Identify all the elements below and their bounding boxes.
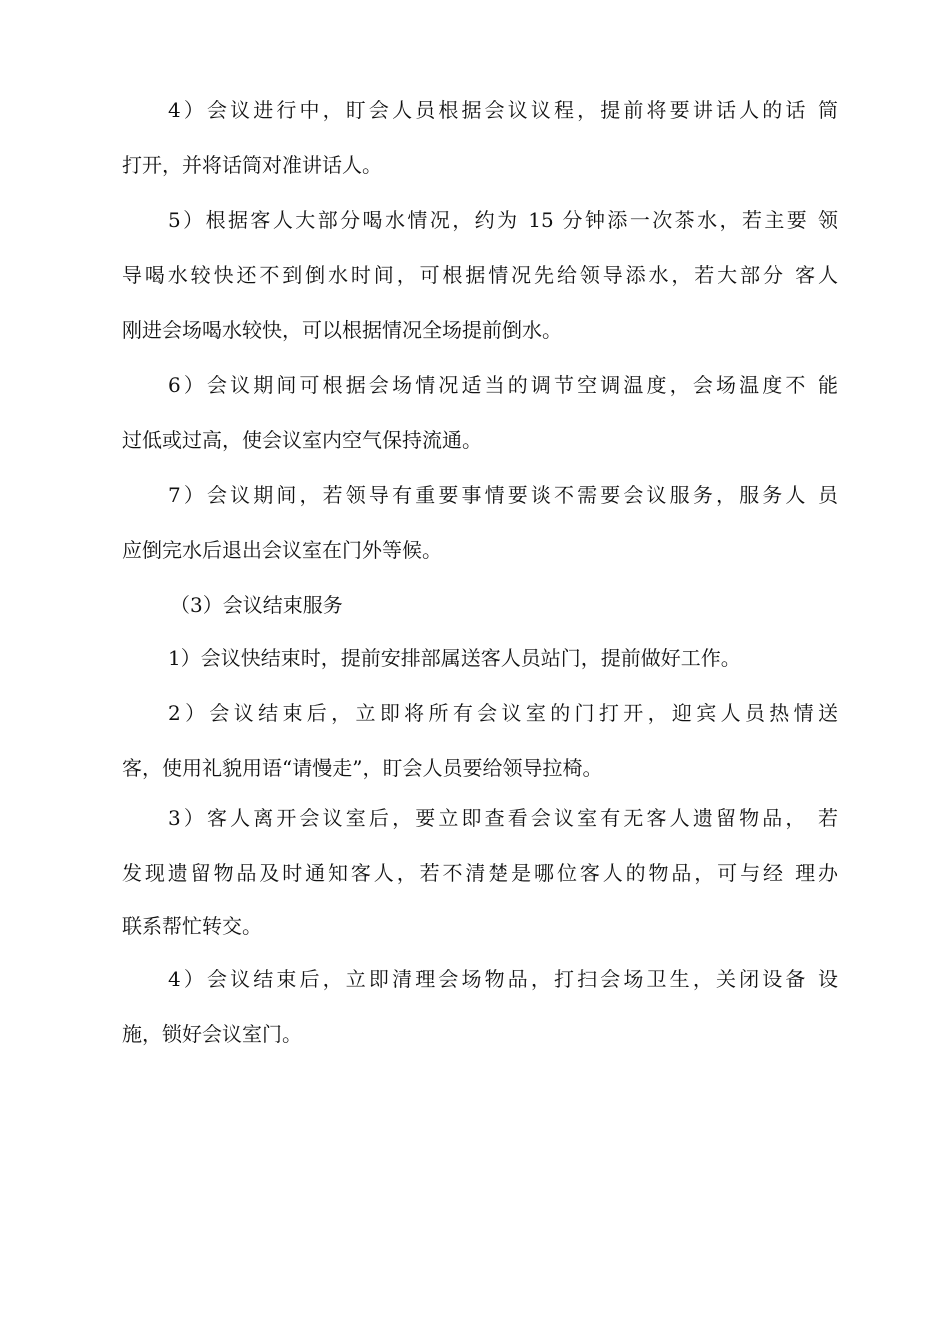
item-3-line-3: 联系帮忙转交。 (122, 914, 262, 938)
paragraph-6-line-1: 6）会议期间可根据会场情况适当的调节空调温度，会场温度不 能 (168, 373, 838, 397)
paragraph-4-line-1: 4）会议进行中，盯会人员根据会议议程，提前将要讲话人的话 筒 (168, 98, 838, 122)
item-3-line-2: 发现遗留物品及时通知客人，若不清楚是哪位客人的物品，可与经 理办 (122, 861, 838, 885)
item-4-line-1: 4）会议结束后，立即清理会场物品，打扫会场卫生，关闭设备 设 (168, 967, 838, 991)
paragraph-7-line-2: 应倒完水后退出会议室在门外等候。 (122, 538, 442, 562)
item-2-line-1: 2）会议结束后，立即将所有会议室的门打开，迎宾人员热情送 (168, 701, 838, 725)
paragraph-7-line-1: 7）会议期间，若领导有重要事情要谈不需要会议服务，服务人 员 (168, 483, 838, 507)
item-2-line-2: 客，使用礼貌用语“请慢走”，盯会人员要给领导拉椅。 (122, 756, 603, 780)
section-heading: （3）会议结束服务 (170, 593, 343, 617)
paragraph-5-line-1: 5）根据客人大部分喝水情况，约为 15 分钟添一次茶水，若主要 领 (168, 208, 838, 232)
paragraph-6-line-2: 过低或过高，使会议室内空气保持流通。 (122, 428, 482, 452)
paragraph-5-line-2: 导喝水较快还不到倒水时间，可根据情况先给领导添水，若大部分 客人 (122, 263, 838, 287)
item-1-line-1: 1）会议快结束时，提前安排部属送客人员站门，提前做好工作。 (168, 646, 741, 670)
item-3-line-1: 3）客人离开会议室后，要立即查看会议室有无客人遗留物品， 若 (168, 806, 838, 830)
paragraph-4-line-2: 打开，并将话筒对准讲话人。 (122, 153, 382, 177)
paragraph-5-line-3: 刚进会场喝水较快，可以根据情况全场提前倒水。 (122, 318, 562, 342)
item-4-line-2: 施，锁好会议室门。 (122, 1022, 302, 1046)
